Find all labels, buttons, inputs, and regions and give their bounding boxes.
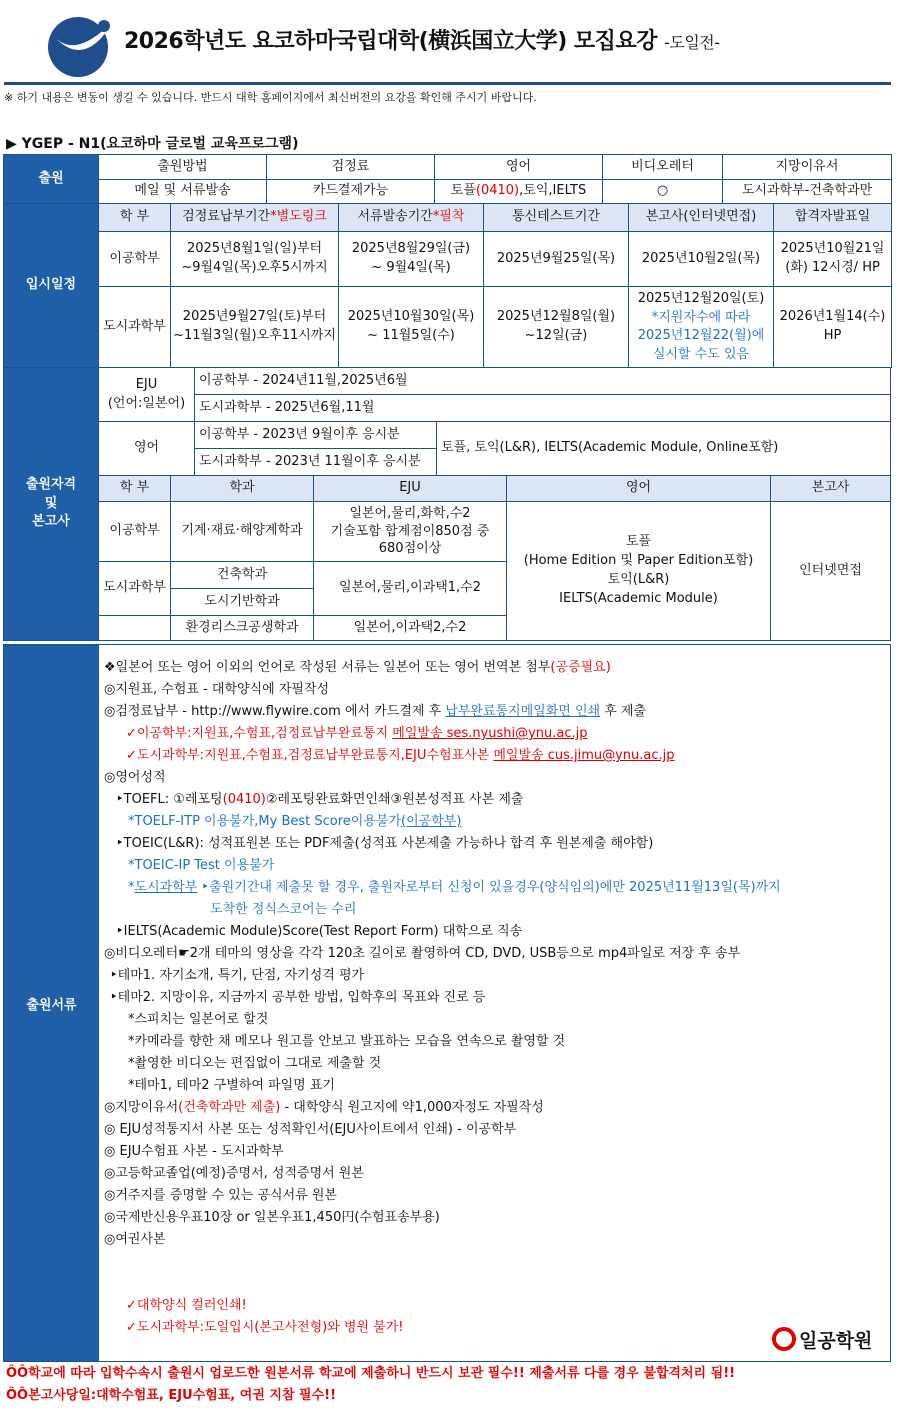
doc-line: ◎ EJU성적통지서 사본 또는 성적확인서(EJU사이트에서 인쇄) - 이공학부: [104, 1122, 517, 1137]
schedule-exam-note: *지원자수에 따라 2025년12월22(월)에 실시할 수도 있음: [637, 310, 765, 362]
col-header-english: 영어: [435, 155, 603, 180]
col-header-fee: 검정료: [267, 155, 435, 180]
exam-type: 인터넷면접: [771, 502, 891, 641]
schedule-result: 2026년1월14(수) HP: [774, 287, 892, 368]
schedule-fee-period: 2025년8월1일(일)부터 ~9월4일(목)오후5시까지: [171, 232, 339, 287]
schedule-table: [3, 203, 892, 368]
doc-line: ◎비디오레터☛2개 테마의 영상을 각각 120초 길이로 촬영하여 CD, DVD, USB등으로 mp4파일로 저장 후 송부: [104, 946, 741, 961]
application-reason: 도시과학부-건축학과만: [723, 180, 892, 204]
doc-line: ‣TOEFL: ①레포팅(0410)②레포팅완료화면인쇄③원본성적표 사본 제출: [116, 792, 524, 807]
documents-list: [104, 657, 884, 1339]
eju-label: EJU (언어:일본어): [99, 368, 195, 422]
doc-line: *도시과학부 ‣출원기간내 제출못 할 경우, 출원자로부터 신청이 있을경우(양식임의)에만 2025년11월13일(목)까지: [128, 880, 781, 895]
doc-line: ◎거주지를 증명할 수 있는 공식서류 원본: [104, 1188, 337, 1203]
dept-cell: 환경리스크공생학과: [171, 616, 314, 641]
doc-line: ◎여권사본: [104, 1232, 166, 1247]
col-header-test-period: 통신테스트기간: [484, 204, 629, 232]
col-header-exam: 본고사: [771, 476, 891, 502]
doc-note: ✓도시과학부:도일입시(본고사전형)와 병원 불가!: [126, 1320, 404, 1335]
faculty-cell: 이공학부: [99, 502, 171, 562]
col-header-video: 비디오레터: [603, 155, 723, 180]
schedule-exam: 2025년12월20일(토) *지원자수에 따라 2025년12월22(월)에 실시할 수도 있음: [629, 287, 774, 368]
circle-logo-icon: [772, 1327, 796, 1351]
col-header-fee-period: 검정료납부기간*별도링크: [171, 204, 339, 232]
application-fee: 카드결제가능: [267, 180, 435, 204]
email-link-engineering[interactable]: 메일발송 ses.nyushi@ynu.ac.jp: [392, 726, 588, 741]
footer-warning: ÔÔ학교에 따라 입학수속시 출원시 업로드한 원본서류 학교에 제출하니 반드시 보관 필수!! 제출서류 다를 경우 불합격처리 됨!!: [6, 1366, 736, 1381]
faculty-cell: 도시과학부: [99, 562, 171, 616]
footer-warning: ÔÔ본고사당일:대학수험표, EJU수험표, 여권 지참 필수!!: [6, 1388, 337, 1403]
application-table: [3, 154, 892, 204]
doc-line: ❖일본어 또는 영어 이외의 언어로 작성된 서류는 일본어 또는 영어 번역본 첨부(공증필요): [104, 660, 611, 675]
application-method: 메일 및 서류발송: [99, 180, 267, 204]
qualification-table: [3, 367, 891, 641]
schedule-fee-period: 2025년9월27일(토)부터 ~11월3일(월)오후11시까지: [171, 287, 339, 368]
program-heading: ▶ YGEP - N1(요코하마 글로벌 교육프로그램): [6, 136, 299, 152]
doc-note: ✓대학양식 컬러인쇄!: [126, 1298, 247, 1313]
doc-line: ◎ EJU수험표 사본 - 도시과학부: [104, 1144, 284, 1159]
doc-line: ‣IELTS(Academic Module)Score(Test Report Form) 대학으로 직송: [116, 924, 523, 939]
doc-line: 도착한 정식스코어는 수리: [210, 902, 357, 917]
doc-line: ‣TOEIC(L&R): 성적표원본 또는 PDF제출(성적표 사본제출 가능하나 합격 후 원본제출 해야함): [116, 836, 654, 851]
doc-line: ◎영어성적: [104, 770, 166, 785]
eju-requirement: 일본어,이과택2,수2: [314, 616, 507, 641]
eju-requirement: 일본어,물리,화학,수2 기술포함 합계점이850점 중 680점이상: [314, 502, 507, 562]
english-label: 영어: [99, 422, 195, 476]
doc-line: ◎고등학교졸업(예정)증명서, 성적증명서 원본: [104, 1166, 364, 1181]
english-session: 이공학부 - 2023년 9월이후 응시분: [195, 422, 437, 449]
schedule-faculty: 도시과학부: [99, 287, 171, 368]
english-requirement: 토플 (Home Edition 및 Paper Edition포함) 토익(L&R) IELTS(Academic Module): [507, 502, 771, 641]
schedule-test-period: 2025년9월25일(목): [484, 232, 629, 287]
section-label-schedule: 입시일정: [4, 204, 99, 368]
doc-line: ◎지망이유서(건축학과만 제출) - 대학양식 원고지에 약1,000자정도 자필작성: [104, 1100, 544, 1115]
col-header-dept: 학과: [171, 476, 314, 502]
doc-line: *스피치는 일본어로 할것: [128, 1012, 269, 1027]
col-header-method: 출원방법: [99, 155, 267, 180]
dept-cell: 기계·재료·해양계학과: [171, 502, 314, 562]
dept-cell: 도시기반학과: [171, 589, 314, 616]
eju-requirement: 일본어,물리,이과택1,수2: [314, 562, 507, 616]
col-header-result: 합격자발표일: [774, 204, 892, 232]
english-session: 도시과학부 - 2023년 11월이후 응시분: [195, 449, 437, 476]
update-notice: ※ 하기 내용은 변동이 생길 수 있습니다. 반드시 대학 홈페이지에서 최신버전의 요강을 확인해 주시기 바랍니다.: [4, 91, 537, 104]
schedule-faculty: 이공학부: [99, 232, 171, 287]
doc-line: ‣테마2. 지망이유, 지금까지 공부한 방법, 입학후의 목표와 진로 등: [110, 990, 486, 1005]
doc-line: *카메라를 향한 채 메모나 원고를 안보고 발표하는 모습을 연속으로 촬영할 것: [128, 1034, 566, 1049]
eju-session: 도시과학부 - 2025년6월,11월: [195, 395, 891, 422]
dept-cell: 건축학과: [171, 562, 314, 589]
schedule-test-period: 2025년12월8일(월) ~12일(금): [484, 287, 629, 368]
page-header: [0, 0, 902, 84]
section-label-documents: 출원서류: [4, 645, 99, 1361]
application-english: 토플(0410),토익,IELTS: [435, 180, 603, 204]
schedule-result: 2025년10월21일 (화) 12시경/ HP: [774, 232, 892, 287]
header-divider: [4, 82, 891, 85]
university-logo-icon: [44, 14, 116, 78]
doc-line: *테마1, 테마2 구별하여 파일명 표기: [128, 1078, 335, 1093]
col-header-english: 영어: [507, 476, 771, 502]
doc-line: ✓이공학부:지원표,수험표,검정료납부완료통지 메일발송 ses.nyushi@ynu.ac.jp: [126, 726, 588, 741]
doc-line: ✓도시과학부:지원표,수험표,검정료납부완료통지,EJU수험표사본 메일발송 cus.jimu@ynu.ac.jp: [126, 748, 675, 763]
payment-notice-link[interactable]: 납부완료통지메일화면 인쇄: [445, 704, 601, 719]
col-header-exam: 본고사(인터넷면접): [629, 204, 774, 232]
academy-logo: 일공학원: [772, 1326, 872, 1353]
doc-line: ◎지원표, 수험표 - 대학양식에 자필작성: [104, 682, 330, 697]
col-header-faculty: 학 부: [99, 476, 171, 502]
doc-line: *촬영한 비디오는 편집없이 그대로 제출할 것: [128, 1056, 382, 1071]
eju-session: 이공학부 - 2024년11월,2025년6월: [195, 368, 891, 395]
schedule-doc-period: 2025년10월30일(목) ~ 11월5일(수): [339, 287, 484, 368]
doc-line: ◎검정료납부 - http://www.flywire.com 에서 카드결제 후 납부완료통지메일화면 인쇄 후 제출: [104, 704, 647, 719]
english-tests: 토플, 토익(L&R), IELTS(Academic Module, Online포함): [437, 422, 891, 476]
page-title: 2026학년도 요코하마국립대학(横浜国立大学) 모집요강 -도일전-: [124, 29, 720, 54]
email-link-urban[interactable]: 메일발송 cus.jimu@ynu.ac.jp: [493, 748, 675, 763]
doc-line: *TOELF-ITP 이용불가,My Best Score이용불가(이공학부): [128, 814, 462, 829]
col-header-eju: EJU: [314, 476, 507, 502]
doc-line: ‣테마1. 자기소개, 특기, 단점, 자기성격 평가: [110, 968, 365, 983]
section-label-qualification: 출원자격 및 본고사: [4, 368, 99, 641]
faculty-cell-spacer: [99, 616, 171, 641]
documents-section: [3, 644, 891, 1362]
doc-line: ◎국제반신용우표10장 or 일본우표1,450円(수험표송부용): [104, 1210, 440, 1225]
col-header-reason: 지망이유서: [723, 155, 892, 180]
section-label-application: 출원: [4, 155, 99, 204]
application-video: ○: [603, 180, 723, 204]
schedule-doc-period: 2025년8월29일(금) ~ 9월4일(목): [339, 232, 484, 287]
schedule-exam: 2025년10월2일(목): [629, 232, 774, 287]
doc-line: *TOEIC-IP Test 이용불가: [128, 858, 275, 873]
col-header-doc-period: 서류발송기간*필착: [339, 204, 484, 232]
col-header-faculty: 학 부: [99, 204, 171, 232]
